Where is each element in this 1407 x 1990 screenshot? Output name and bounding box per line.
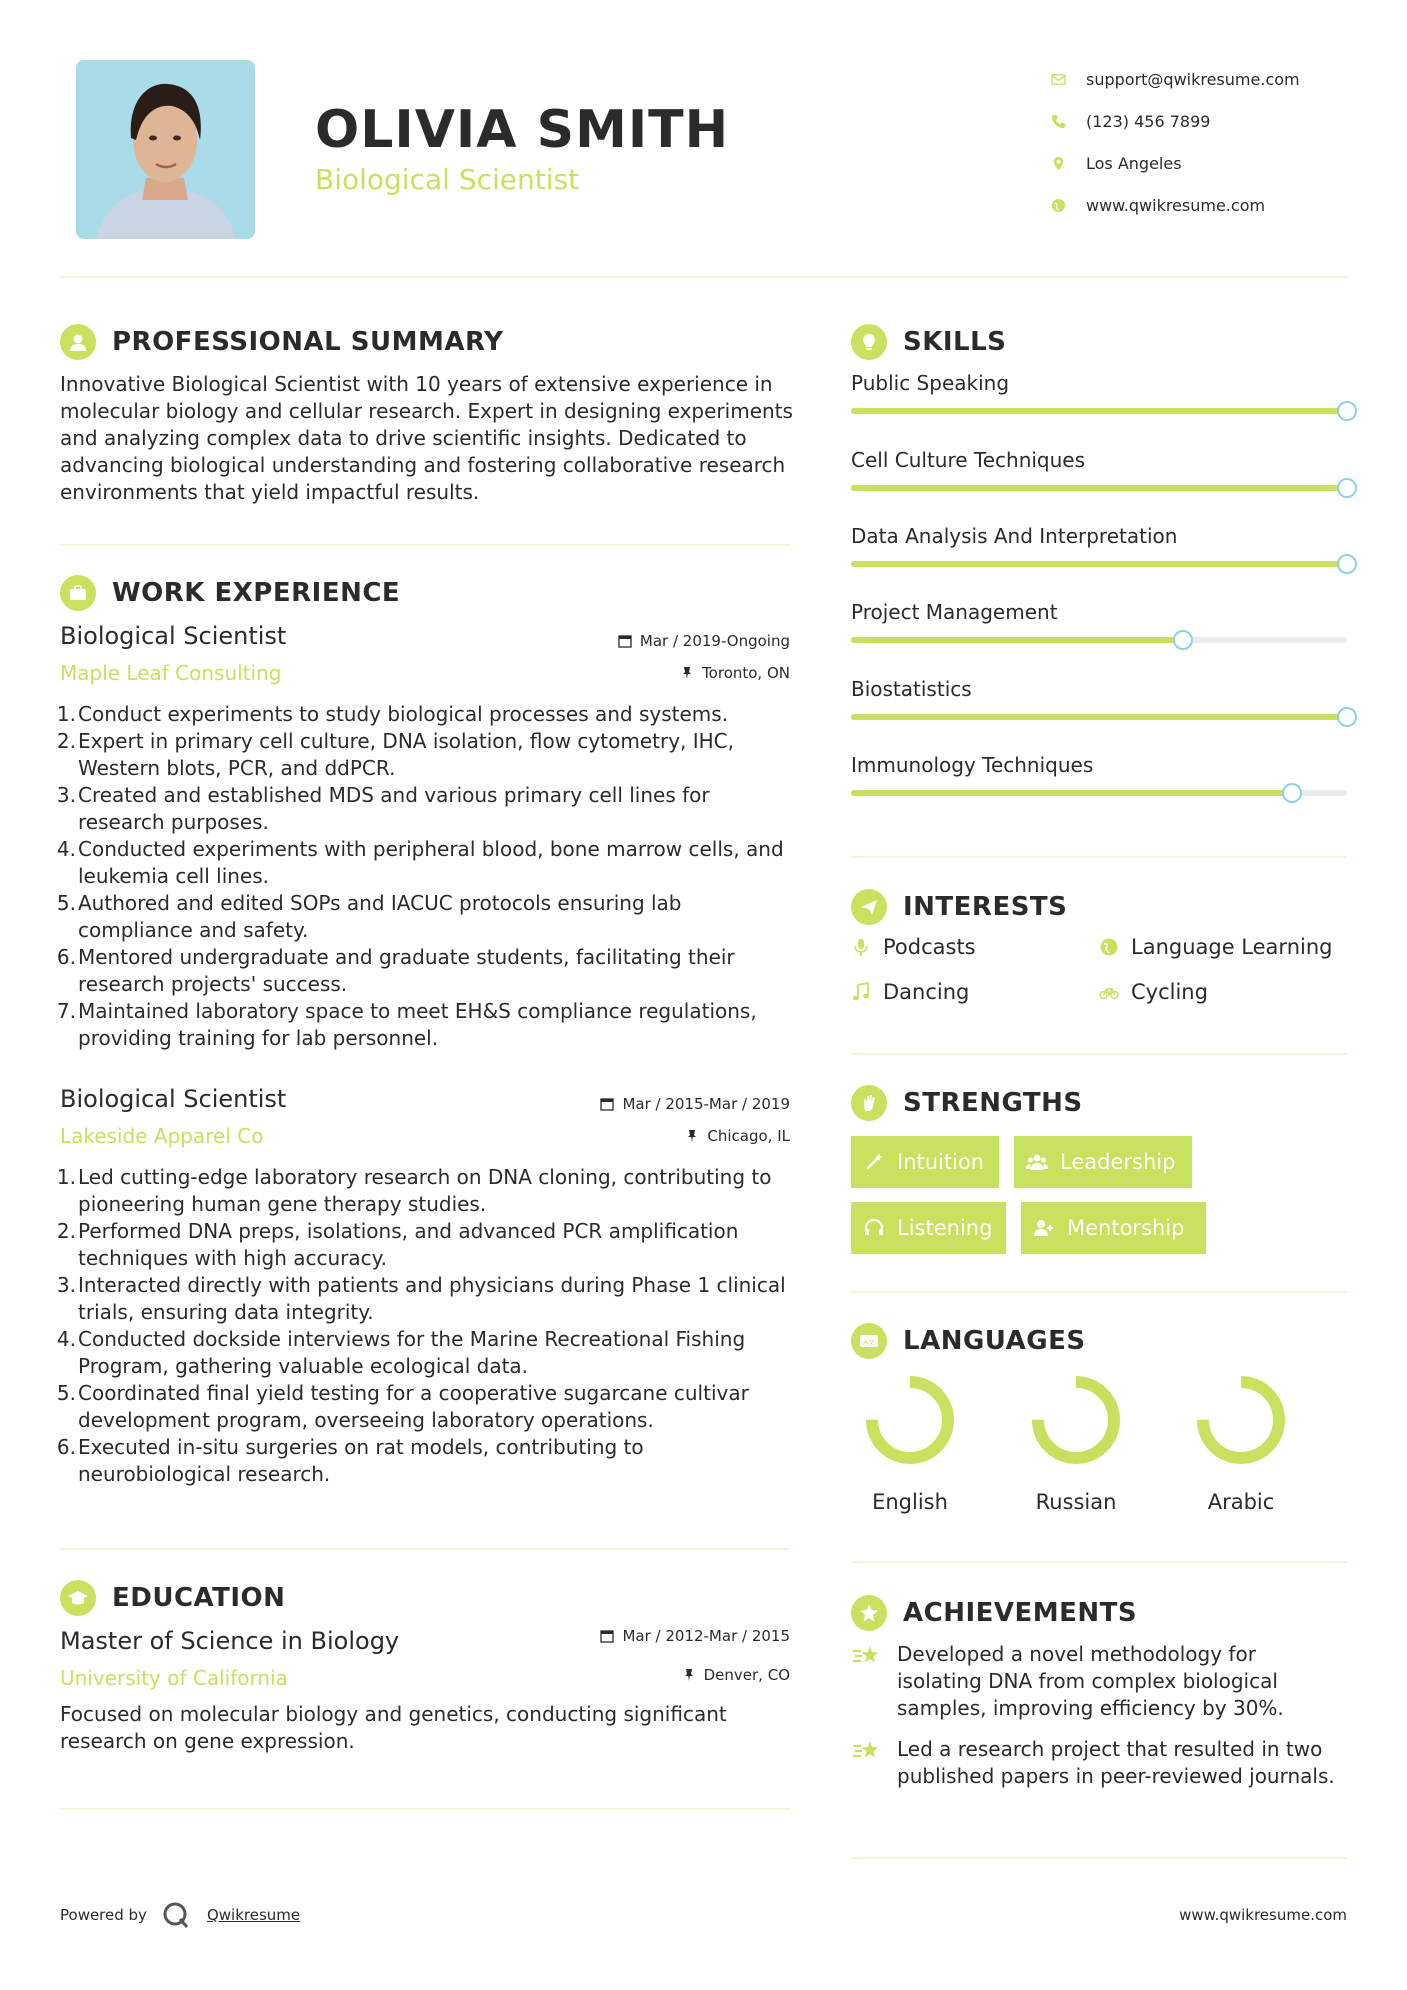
skill-bar — [851, 561, 1347, 567]
candidate-name: OLIVIA SMITH — [315, 100, 730, 160]
location-pin-icon — [1050, 155, 1066, 171]
interest-item — [851, 980, 969, 1004]
lightbulb-icon — [851, 324, 887, 360]
skill-bar — [851, 790, 1347, 796]
achievements-divider — [851, 1857, 1347, 1859]
contact-location-text: Los Angeles — [1086, 153, 1182, 173]
skill-label: Data Analysis And Interpretation — [851, 524, 1178, 548]
magic-wand-icon — [863, 1151, 885, 1173]
pin-icon — [680, 666, 694, 680]
skills-title: SKILLS — [903, 327, 1007, 357]
globe-icon — [1099, 937, 1119, 957]
strengths-divider — [851, 1291, 1347, 1293]
skill-row — [851, 753, 1347, 777]
contact-phone-text: (123) 456 7899 — [1086, 111, 1211, 131]
skill-fill — [851, 790, 1292, 796]
interests-title: INTERESTS — [903, 892, 1068, 922]
languages-title: LANGUAGES — [903, 1326, 1086, 1356]
language-item — [850, 1374, 970, 1514]
candidate-role: Biological Scientist — [315, 163, 580, 196]
strength-chip — [1014, 1136, 1192, 1188]
list-item: 2. Performed DNA preps, isolations, and advanced PCR amplification techniques with high accuracy. — [56, 1219, 739, 1270]
list-item: 2. Expert in primary cell culture, DNA isolation, flow cytometry, IHC, Western blots, PCR, and ddPCR. — [56, 729, 735, 780]
language-label: English — [872, 1490, 948, 1514]
list-item: 6. Mentored undergraduate and graduate students, facilitating their research projects' success. — [56, 945, 735, 996]
list-item: 3. Created and established MDS and various primary cell lines for research purposes. — [56, 783, 710, 834]
headphones-icon — [863, 1217, 885, 1239]
pin-icon — [682, 1668, 696, 1682]
skill-row — [851, 600, 1347, 624]
education-location — [560, 1666, 790, 1684]
job-location-text: Chicago, IL — [707, 1127, 790, 1145]
bicycle-icon — [1099, 982, 1119, 1002]
skill-fill — [851, 714, 1347, 720]
paper-plane-icon — [851, 889, 887, 925]
achievement-item — [851, 1641, 1347, 1722]
contact-email-text: support@qwikresume.com — [1086, 69, 1300, 89]
job-dates — [560, 632, 790, 650]
phone-icon — [1050, 113, 1066, 129]
job-dates — [540, 1095, 790, 1113]
education-divider — [60, 1808, 790, 1810]
list-item: 4. Conducted dockside interviews for the Marine Recreational Fishing Program, gathering valuable ecological data. — [56, 1327, 746, 1378]
skill-knob — [1337, 401, 1357, 421]
interest-item — [1099, 935, 1332, 959]
language-ring — [1030, 1374, 1122, 1466]
group-icon — [1026, 1151, 1048, 1173]
strength-label: Leadership — [1060, 1150, 1176, 1174]
languages-divider — [851, 1561, 1347, 1563]
graduation-cap-icon — [60, 1580, 96, 1616]
job-location-text: Toronto, ON — [702, 664, 790, 682]
skill-fill — [851, 485, 1347, 491]
strength-label: Listening — [897, 1216, 993, 1240]
svg-text:A文: A文 — [863, 1338, 875, 1347]
work-title: WORK EXPERIENCE — [112, 578, 401, 608]
interest-label: Language Learning — [1131, 935, 1333, 959]
skill-label: Project Management — [851, 600, 1058, 624]
footer-powered — [60, 1900, 300, 1930]
job-dates-text: Mar / 2015-Mar / 2019 — [622, 1095, 790, 1113]
interest-label: Cycling — [1131, 980, 1208, 1004]
skills-divider — [851, 856, 1347, 858]
education-location-text: Denver, CO — [703, 1666, 790, 1684]
email-icon — [1050, 71, 1066, 87]
job-bullets — [52, 701, 800, 1052]
list-item: 4. Conducted experiments with peripheral blood, bone marrow cells, and leukemia cell lines. — [56, 837, 784, 888]
achievement-text: Led a research project that resulted in two published papers in peer-reviewed journals. — [897, 1737, 1335, 1788]
skill-bar — [851, 408, 1347, 414]
footer-site-link[interactable]: www.qwikresume.com — [1179, 1906, 1347, 1924]
list-item: 6. Executed in-situ surgeries on rat models, contributing to neurobiological research. — [56, 1435, 644, 1486]
skill-bar — [851, 637, 1347, 643]
interest-item — [1099, 980, 1208, 1004]
strength-label: Mentorship — [1067, 1216, 1185, 1240]
calendar-icon — [600, 1629, 614, 1643]
skill-label: Cell Culture Techniques — [851, 448, 1086, 472]
language-ring — [864, 1374, 956, 1466]
language-item — [1016, 1374, 1136, 1514]
user-icon — [60, 324, 96, 360]
strength-chip — [851, 1202, 1006, 1254]
summary-text: Innovative Biological Scientist with 10 years of extensive experience in molecular biology and cellular research. Expert in designing experiments and analyzing complex data to drive scientific insights. Dedicated to advancing biological understanding and fostering collaborative research environments that yield impactful results. — [60, 372, 793, 504]
microphone-icon — [851, 937, 871, 957]
contact-phone[interactable] — [1050, 100, 1300, 142]
summary-title: PROFESSIONAL SUMMARY — [112, 327, 504, 357]
user-plus-icon — [1033, 1217, 1055, 1239]
contact-website[interactable] — [1050, 184, 1300, 226]
contact-location — [1050, 142, 1300, 184]
job-location — [560, 1127, 790, 1145]
skill-bar — [851, 714, 1347, 720]
qwikresume-logo-icon — [161, 1900, 191, 1930]
skill-row — [851, 524, 1347, 548]
strength-label: Intuition — [897, 1150, 985, 1174]
summary-heading — [60, 324, 503, 360]
shooting-star-icon — [851, 1738, 881, 1764]
list-item: 7. Maintained laboratory space to meet EH&S compliance regulations, providing training for lab personnel. — [56, 999, 757, 1050]
job-dates-text: Mar / 2019-Ongoing — [639, 632, 790, 650]
interests-divider — [851, 1053, 1347, 1055]
skill-fill — [851, 561, 1347, 567]
work-divider — [60, 1548, 790, 1550]
language-label: Arabic — [1207, 1490, 1275, 1514]
achievements-title: ACHIEVEMENTS — [903, 1598, 1138, 1628]
degree-title: Master of Science in Biology — [60, 1627, 400, 1655]
strengths-heading — [851, 1085, 1083, 1121]
contact-website-text: www.qwikresume.com — [1086, 195, 1266, 215]
contact-email[interactable] — [1050, 58, 1300, 100]
star-badge-icon — [851, 1595, 887, 1631]
list-item: 1. Conduct experiments to study biological processes and systems. — [56, 702, 729, 726]
strength-chip — [851, 1136, 999, 1188]
list-item: 3. Interacted directly with patients and physicians during Phase 1 clinical trials, ensuring data integrity. — [56, 1273, 786, 1324]
job-location — [560, 664, 790, 682]
interests-heading — [851, 889, 1067, 925]
language-ring — [1195, 1374, 1287, 1466]
list-item: 5. Coordinated final yield testing for a cooperative sugarcane cultivar development program, overseeing laboratory operations. — [56, 1381, 749, 1432]
calendar-icon — [600, 1097, 614, 1111]
pin-icon — [685, 1129, 699, 1143]
skill-fill — [851, 408, 1347, 414]
briefcase-icon — [60, 575, 96, 611]
skill-knob — [1173, 630, 1193, 650]
education-dates — [540, 1627, 790, 1645]
strength-chip — [1021, 1202, 1206, 1254]
skill-row — [851, 371, 1347, 395]
list-item: 1. Led cutting-edge laboratory research on DNA cloning, contributing to pioneering human gene therapy studies. — [56, 1165, 772, 1216]
languages-heading — [851, 1323, 1086, 1359]
skill-label: Public Speaking — [851, 371, 1010, 395]
language-item — [1181, 1374, 1301, 1514]
calendar-icon — [618, 634, 632, 648]
education-heading — [60, 1580, 285, 1616]
job-title: Biological Scientist — [60, 1085, 287, 1113]
skill-row — [851, 448, 1347, 472]
header-divider — [60, 276, 1347, 278]
contact-info — [1050, 58, 1300, 226]
summary-divider — [60, 544, 790, 546]
skill-label: Biostatistics — [851, 677, 972, 701]
job-title: Biological Scientist — [60, 622, 287, 650]
music-note-icon — [851, 982, 871, 1002]
skills-heading — [851, 324, 1006, 360]
skill-row — [851, 677, 1347, 701]
strengths-title: STRENGTHS — [903, 1088, 1083, 1118]
skill-fill — [851, 637, 1183, 643]
qwikresume-link[interactable]: Qwikresume — [206, 1906, 301, 1924]
powered-by-text: Powered by — [60, 1906, 147, 1924]
school-name: University of California — [60, 1666, 288, 1690]
work-heading — [60, 575, 400, 611]
achievement-text: Developed a novel methodology for isolating DNA from complex biological samples, improving efficiency by 30%. — [897, 1642, 1284, 1720]
skill-bar — [851, 485, 1347, 491]
skill-knob — [1337, 478, 1357, 498]
interest-label: Podcasts — [883, 935, 976, 959]
interest-label: Dancing — [883, 980, 970, 1004]
achievement-item — [851, 1736, 1347, 1790]
globe-icon — [1050, 197, 1066, 213]
hand-icon — [851, 1085, 887, 1121]
education-dates-text: Mar / 2012-Mar / 2015 — [622, 1627, 790, 1645]
interest-item — [851, 935, 976, 959]
list-item: 5. Authored and edited SOPs and IACUC protocols ensuring lab compliance and safety. — [56, 891, 682, 942]
skill-knob — [1337, 554, 1357, 574]
language-label: Russian — [1035, 1490, 1117, 1514]
skill-knob — [1337, 707, 1357, 727]
education-title: EDUCATION — [112, 1583, 286, 1613]
profile-photo — [76, 60, 255, 239]
education-text: Focused on molecular biology and genetics, conducting significant research on gene expression. — [60, 1702, 727, 1753]
job-bullets — [52, 1164, 800, 1488]
achievements-heading — [851, 1595, 1137, 1631]
skill-knob — [1282, 783, 1302, 803]
shooting-star-icon — [851, 1643, 881, 1669]
job-company: Lakeside Apparel Co — [60, 1124, 264, 1148]
skill-label: Immunology Techniques — [851, 753, 1094, 777]
job-company: Maple Leaf Consulting — [60, 661, 282, 685]
language-icon — [851, 1323, 887, 1359]
